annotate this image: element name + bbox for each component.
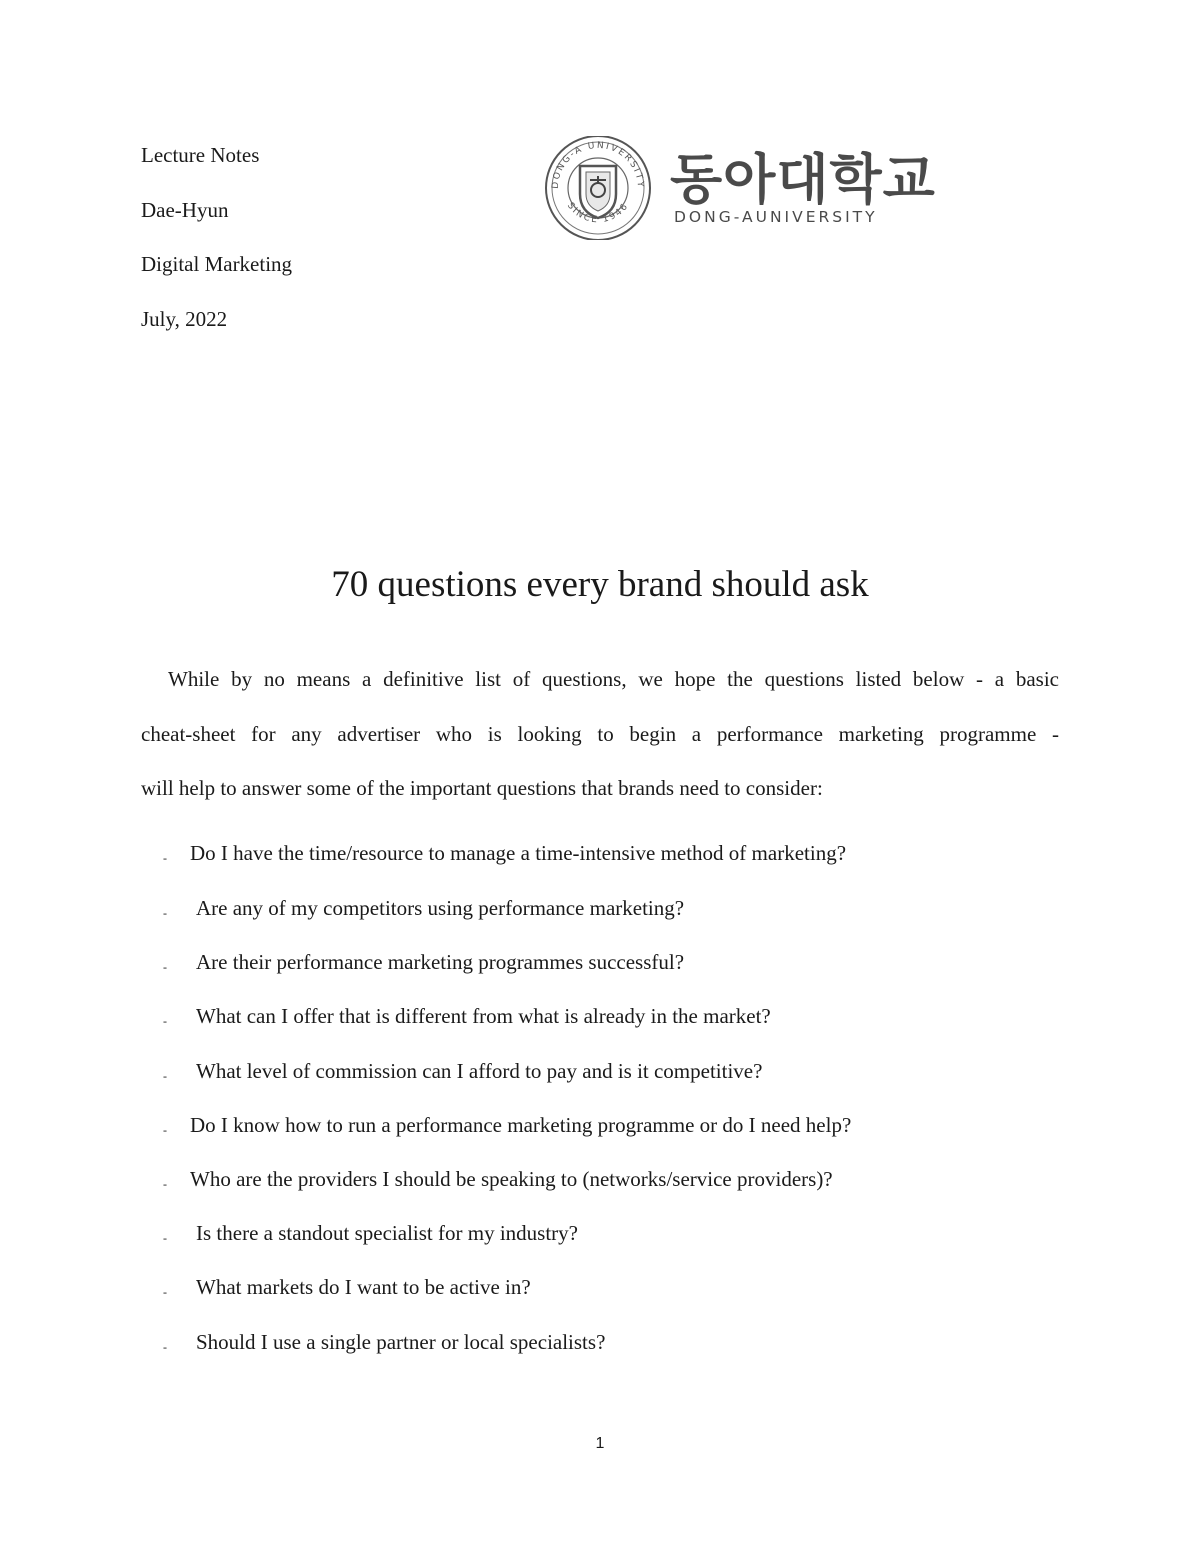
- page-number: 1: [595, 1435, 605, 1452]
- logo-english-text: DONG-AUNIVERSITY: [674, 208, 878, 226]
- bullet-icon: -: [163, 1069, 167, 1083]
- header-date: July, 2022: [141, 307, 228, 331]
- header-course-type: Lecture Notes: [141, 143, 260, 167]
- list-item: Are their performance marketing programmes successful?: [196, 950, 685, 974]
- seal-ring-top-text: DONG-A UNIVERSITY: [550, 140, 646, 190]
- list-item: What level of commission can I afford to pay and is it competitive?: [196, 1059, 763, 1083]
- list-item: What can I offer that is different from what is already in the market?: [196, 1004, 771, 1028]
- bullet-icon: -: [163, 1014, 167, 1028]
- list-item: Is there a standout specialist for my industry?: [196, 1221, 578, 1245]
- document-title: 70 questions every brand should ask: [331, 564, 869, 605]
- bullet-icon: -: [163, 906, 167, 920]
- bullet-icon: -: [163, 1123, 167, 1137]
- bullet-icon: -: [163, 851, 167, 865]
- list-item: What markets do I want to be active in?: [196, 1275, 531, 1299]
- list-item: Are any of my competitors using performance marketing?: [196, 896, 685, 920]
- list-item: Should I use a single partner or local specialists?: [196, 1330, 606, 1354]
- bullet-icon: -: [163, 1285, 167, 1299]
- intro-line-3: will help to answer some of the important questions that brands need to consider:: [141, 776, 823, 800]
- list-item: Do I have the time/resource to manage a time-intensive method of marketing?: [190, 841, 847, 865]
- bullet-icon: -: [163, 1177, 167, 1191]
- seal-ring-bottom-text: SINCE 1946: [564, 200, 632, 226]
- intro-line-1: While by no means a definitive list of questions, we hope the questions listed below - a basic: [168, 667, 1059, 691]
- list-item: Do I know how to run a performance marketing programme or do I need help?: [190, 1113, 852, 1137]
- header-author: Dae-Hyun: [141, 198, 229, 222]
- bullet-icon: -: [163, 960, 167, 974]
- intro-line-2: cheat-sheet for any advertiser who is looking to begin a performance marketing programme -: [141, 722, 1059, 746]
- bullet-icon: -: [163, 1231, 167, 1245]
- header-subject: Digital Marketing: [141, 252, 293, 276]
- list-item: Who are the providers I should be speaking to (networks/service providers)?: [190, 1167, 833, 1191]
- university-seal-icon: [540, 136, 960, 240]
- bullet-icon: -: [163, 1340, 167, 1354]
- university-logo: [540, 136, 960, 240]
- logo-korean-text: 동아대학교: [670, 148, 936, 211]
